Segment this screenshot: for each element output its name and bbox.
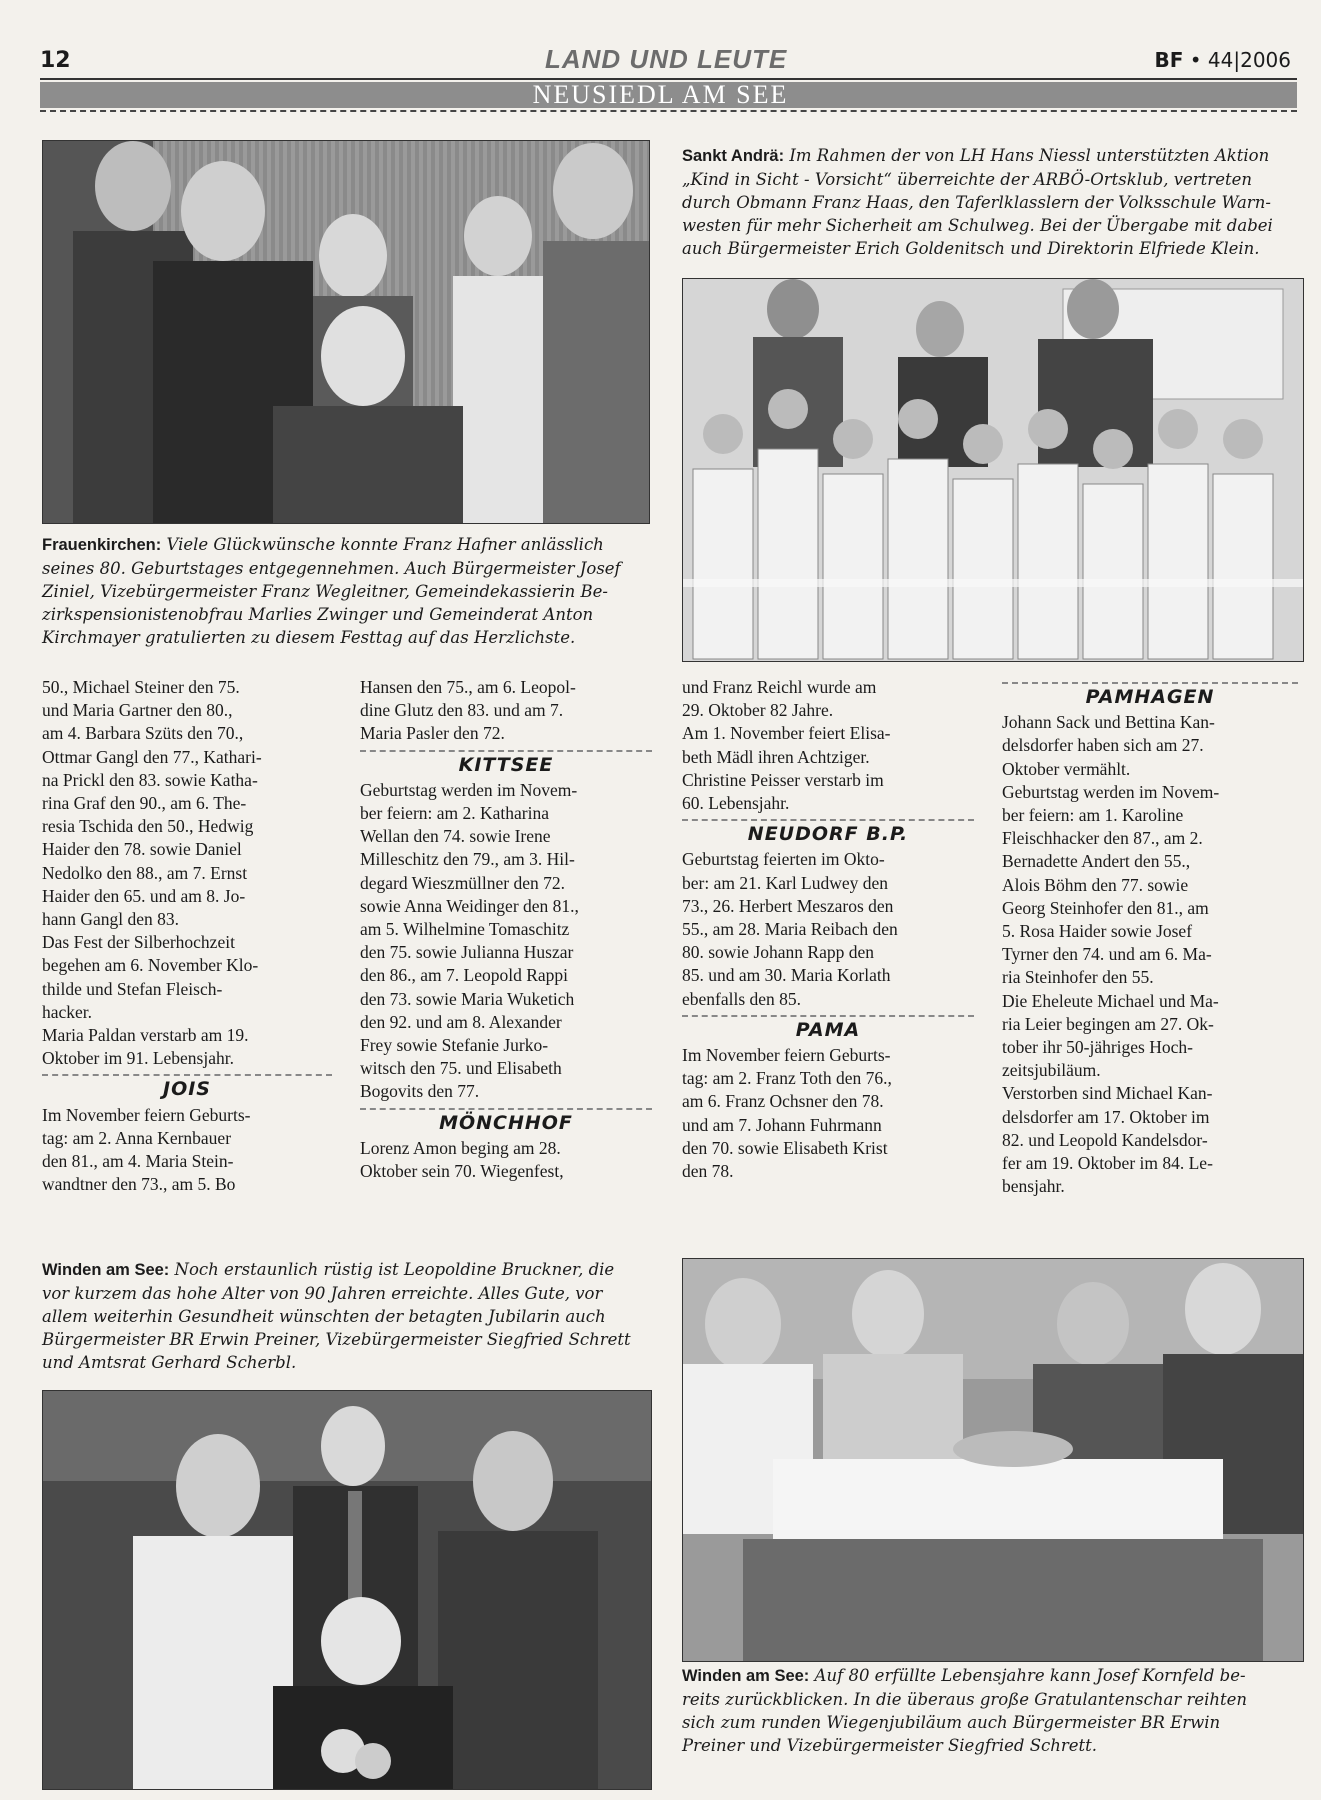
caption-place: Winden am See: (682, 1667, 810, 1685)
caption-line: vor kurzem das hohe Alter von 90 Jahren erreichte. Alles Gute, vor (42, 1284, 603, 1303)
text-line: beth Mädl ihren Achtziger. (682, 746, 870, 767)
text-line: 50., Michael Steiner den 75. (42, 677, 240, 697)
text-line: ber feiern: am 1. Karoline (1002, 805, 1184, 826)
caption-line: Viele Glückwünsche konnte Franz Hafner anlässlich (166, 535, 604, 554)
caption-line: sich zum runden Wiegenjubiläum auch Bürgermeister BR Erwin (682, 1713, 1221, 1732)
text-line: Haider den 65. und am 8. Jo- (42, 885, 246, 906)
text-line: 29. Oktober 82 Jahre. (682, 700, 834, 721)
text-line: Hansen den 75., am 6. Leopol- (360, 677, 576, 697)
caption-line: Kirchmayer gratulierten zu diesem Festtag auf das Herzlichste. (42, 628, 576, 647)
caption-place: Frauenkirchen: (42, 536, 162, 554)
text-line: bensjahr. (1002, 1176, 1065, 1197)
caption-line: reits zurückblicken. In die überaus große Gratulantenschar reihten (682, 1690, 1248, 1709)
text-line: hann Gangl den 83. (42, 909, 180, 930)
text-line: zeitsjubiläum. (1002, 1060, 1101, 1081)
text-line: 85. und am 30. Maria Korlath (682, 965, 891, 986)
text-line: Geburtstag werden im Novem- (1002, 781, 1220, 802)
photo-winden-2 (682, 1258, 1304, 1662)
caption-line: durch Obmann Franz Haas, den Taferlklasslern der Volksschule Warn- (682, 193, 1271, 212)
text-line: Lorenz Amon beging am 28. (360, 1137, 561, 1158)
caption-line: allem weiterhin Gesundheit wünschten der betagten Jubilarin auch (42, 1307, 606, 1326)
caption-place: Sankt Andrä: (682, 147, 785, 165)
text-line: degard Wieszmüllner den 72. (360, 872, 566, 893)
text-line: den 75. sowie Julianna Huszar (360, 942, 574, 963)
text-line: ebenfalls den 85. (682, 988, 802, 1009)
page-number: 12 (40, 48, 71, 73)
text-line: Oktober im 91. Lebensjahr. (42, 1048, 234, 1069)
text-line: Johann Sack und Bettina Kan- (1002, 712, 1215, 733)
text-line: resia Tschida den 50., Hedwig (42, 816, 254, 837)
text-line: den 78. (682, 1161, 734, 1182)
text-line: und am 7. Johann Fuhrmann (682, 1114, 882, 1135)
issue-info (1154, 48, 1291, 72)
caption-line: Preiner und Vizebürgermeister Siegfried Schrett. (682, 1736, 1098, 1755)
text-line: Maria Pasler den 72. (360, 723, 505, 744)
caption-line: westen für mehr Sicherheit am Schulweg. Bei der Übergabe mit dabei (682, 216, 1273, 235)
caption-line: auch Bürgermeister Erich Goldenitsch und Direktorin Elfriede Klein. (682, 239, 1260, 258)
text-line: Am 1. November feiert Elisa- (682, 723, 891, 744)
caption-winden-2 (682, 1664, 1302, 1757)
column-1 (42, 676, 332, 1196)
text-line: sowie Anna Weidinger den 81., (360, 895, 579, 916)
caption-line: Auf 80 erfüllte Lebensjahre kann Josef Kornfeld be- (814, 1666, 1246, 1685)
text-line: ber feiern: am 2. Katharina (360, 803, 550, 824)
caption-line: „Kind in Sicht - Vorsicht“ überreichte der ARBÖ-Ortsklub, vertreten (682, 170, 1252, 189)
text-line: am 6. Franz Ochsner den 78. (682, 1091, 884, 1112)
text-line: Frey sowie Stefanie Jurko- (360, 1035, 549, 1056)
text-line: Verstorben sind Michael Kan- (1002, 1083, 1213, 1104)
caption-line: Noch erstaunlich rüstig ist Leopoldine Bruckner, die (174, 1260, 615, 1279)
text-line: thilde und Stefan Fleisch- (42, 978, 223, 999)
caption-line: und Amtsrat Gerhard Scherbl. (42, 1353, 297, 1372)
text-line: Haider den 78. sowie Daniel (42, 839, 242, 860)
text-line: den 70. sowie Elisabeth Krist (682, 1137, 888, 1158)
caption-winden-1 (42, 1258, 652, 1374)
text-line: Geburtstag werden im Novem- (360, 779, 578, 800)
text-line: Bernadette Andert den 55., (1002, 851, 1191, 872)
caption-line: zirkspensionistenobfrau Marlies Zwinger und Gemeinderat Anton (42, 605, 594, 624)
text-line: tag: am 2. Franz Toth den 76., (682, 1068, 892, 1089)
text-line: und Maria Gartner den 80., (42, 700, 233, 721)
heading-pamhagen: PAMHAGEN (1002, 682, 1298, 709)
text-line: Das Fest der Silberhochzeit (42, 932, 235, 953)
photo-frauenkirchen (42, 140, 650, 524)
photo-frauenkirchen-image (43, 141, 649, 523)
caption-line: seines 80. Geburtstages entgegennehmen. Auch Bürgermeister Josef (42, 559, 621, 578)
header-dashed-rule (40, 110, 1297, 112)
text-line: rina Graf den 90., am 6. The- (42, 793, 247, 814)
text-line: Ottmar Gangl den 77., Kathari- (42, 746, 262, 767)
column-3 (682, 676, 974, 1183)
text-line: den 86., am 7. Leopold Rappi (360, 965, 569, 986)
caption-frauenkirchen (42, 533, 648, 649)
text-line: Georg Steinhofer den 81., am (1002, 897, 1209, 918)
issue-number: 44|2006 (1207, 48, 1291, 72)
text-line: Maria Paldan verstarb am 19. (42, 1025, 249, 1046)
photo-sankt-andrae (682, 278, 1304, 662)
column-2 (360, 676, 652, 1183)
bullet: • (1189, 48, 1202, 72)
text-line: tag: am 2. Anna Kernbauer (42, 1127, 232, 1148)
photo-winden-1 (42, 1390, 652, 1790)
publication-name: BF (1154, 48, 1184, 72)
text-line: Christine Peisser verstarb im (682, 769, 884, 790)
text-line: den 92. und am 8. Alexander (360, 1011, 562, 1032)
text-line: dine Glutz den 83. und am 7. (360, 700, 564, 721)
photo-winden-1-image (43, 1391, 651, 1789)
text-line: Oktober sein 70. Wiegenfest, (360, 1161, 564, 1182)
text-line: Oktober vermählt. (1002, 758, 1131, 779)
caption-line: Bürgermeister BR Erwin Preiner, Vizebürgermeister Siegfried Schrett (42, 1330, 631, 1349)
text-line: Die Eheleute Michael und Ma- (1002, 990, 1219, 1011)
text-line: den 73. sowie Maria Wuketich (360, 988, 575, 1009)
caption-line: Ziniel, Vizebürgermeister Franz Wegleitner, Gemeindekassierin Be- (42, 582, 608, 601)
text-line: und Franz Reichl wurde am (682, 677, 877, 697)
text-line: Im November feiern Geburts- (42, 1104, 251, 1125)
text-line: 82. und Leopold Kandelsdor- (1002, 1129, 1208, 1150)
text-line: 55., am 28. Maria Reibach den (682, 919, 898, 940)
text-line: Milleschitz den 79., am 3. Hil- (360, 849, 575, 870)
region-title: NEUSIEDL AM SEE (532, 80, 789, 109)
text-line: ria Steinhofer den 55. (1002, 967, 1154, 988)
text-line: Wellan den 74. sowie Irene (360, 826, 551, 847)
heading-moenchhof: MÖNCHHOF (360, 1108, 652, 1135)
text-line: hacker. (42, 1001, 93, 1022)
caption-line: Im Rahmen der von LH Hans Niessl unterstützten Aktion (789, 146, 1270, 165)
text-line: 80. sowie Johann Rapp den (682, 942, 874, 963)
text-line: fer am 19. Oktober im 84. Le- (1002, 1153, 1213, 1174)
text-line: Alois Böhm den 77. sowie (1002, 874, 1189, 895)
text-line: den 81., am 4. Maria Stein- (42, 1151, 234, 1172)
photo-sankt-andrae-image (683, 279, 1303, 661)
text-line: Nedolko den 88., am 7. Ernst (42, 862, 248, 883)
text-line: 5. Rosa Haider sowie Josef (1002, 921, 1193, 942)
text-line: am 5. Wilhelmine Tomaschitz (360, 919, 570, 940)
caption-place: Winden am See: (42, 1261, 170, 1279)
text-line: 60. Lebensjahr. (682, 793, 790, 814)
heading-kittsee: KITTSEE (360, 750, 652, 777)
text-line: ber: am 21. Karl Ludwey den (682, 872, 889, 893)
text-line: delsdorfer haben sich am 27. (1002, 735, 1204, 756)
text-line: ria Leier begingen am 27. Ok- (1002, 1013, 1214, 1034)
section-title: LAND UND LEUTE (545, 44, 788, 74)
text-line: begehen am 6. November Klo- (42, 955, 259, 976)
text-line: tober ihr 50-jähriges Hoch- (1002, 1037, 1193, 1058)
heading-pama: PAMA (682, 1015, 974, 1042)
text-line: witsch den 75. und Elisabeth (360, 1058, 562, 1079)
text-line: delsdorfer am 17. Oktober im (1002, 1106, 1210, 1127)
text-line: wandtner den 73., am 5. Bo (42, 1174, 236, 1195)
caption-sankt-andrae (682, 144, 1302, 260)
heading-jois: JOIS (42, 1074, 332, 1101)
text-line: Im November feiern Geburts- (682, 1045, 891, 1066)
text-line: Tyrner den 74. und am 6. Ma- (1002, 944, 1212, 965)
heading-neudorf: NEUDORF B.P. (682, 819, 974, 846)
text-line: am 4. Barbara Szüts den 70., (42, 723, 244, 744)
text-line: Bogovits den 77. (360, 1081, 480, 1102)
text-line: na Prickl den 83. sowie Katha- (42, 769, 258, 790)
column-4 (1002, 676, 1298, 1198)
text-line: Fleischhacker den 87., am 2. (1002, 828, 1203, 849)
photo-winden-2-image (683, 1259, 1303, 1661)
text-line: 73., 26. Herbert Meszaros den (682, 895, 894, 916)
text-line: Geburtstag feierten im Okto- (682, 849, 885, 870)
